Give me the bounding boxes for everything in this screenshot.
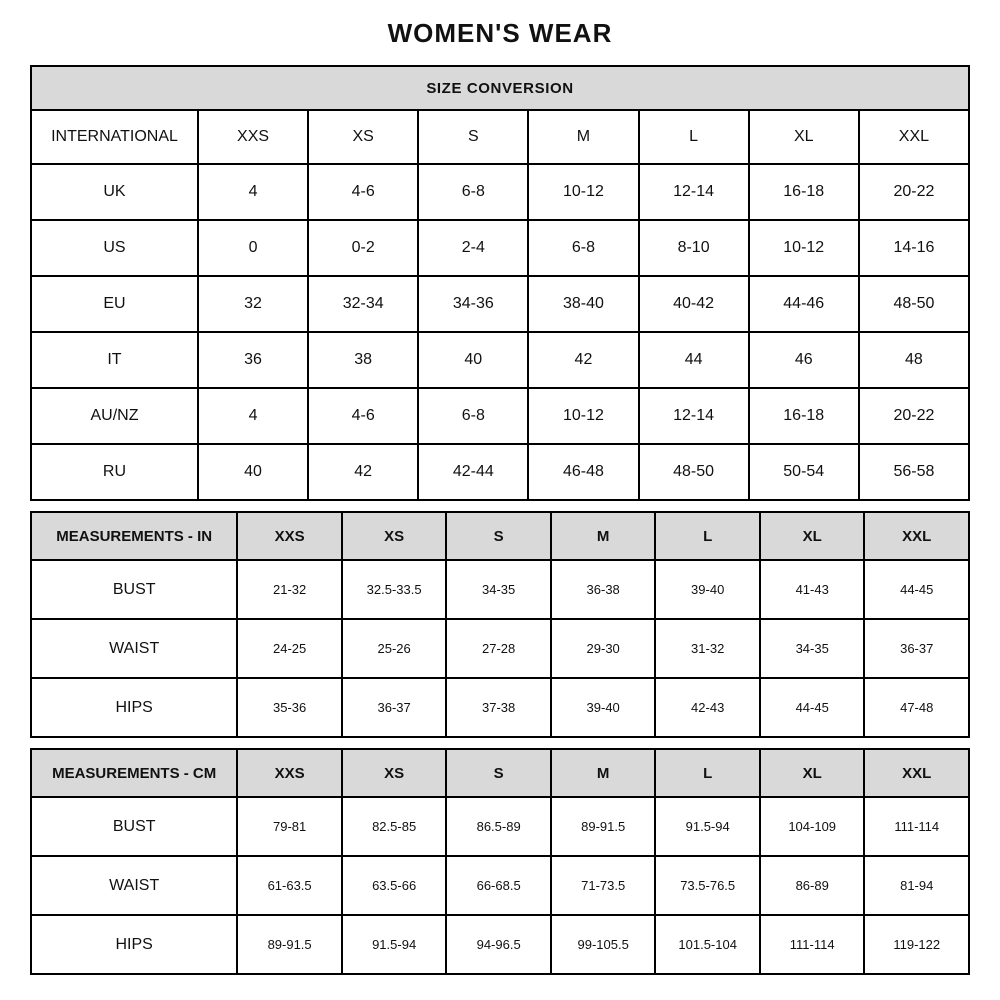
measurements-in-table (30, 511, 970, 738)
cell-value: 48 (859, 332, 969, 388)
measurements-in-header-xs: XS (342, 512, 447, 560)
size-conversion-header-xs: XS (308, 110, 418, 164)
cell-value: 0 (198, 220, 308, 276)
size-conversion-header-s: S (418, 110, 528, 164)
cell-value: 42 (528, 332, 638, 388)
cell-value: 46 (749, 332, 859, 388)
row-label: EU (31, 276, 198, 332)
measurements-in-header-row (31, 512, 969, 560)
measurements-cm-header-row (31, 749, 969, 797)
cell-value: 48-50 (639, 444, 749, 500)
measurements-cm-header-xxs: XXS (237, 749, 342, 797)
cell-value: 66-68.5 (446, 856, 551, 915)
cell-value: 41-43 (760, 560, 865, 619)
row-label: BUST (31, 560, 237, 619)
cell-value: 39-40 (551, 678, 656, 737)
row-label: RU (31, 444, 198, 500)
cell-value: 21-32 (237, 560, 342, 619)
cell-value: 40 (198, 444, 308, 500)
cell-value: 20-22 (859, 388, 969, 444)
row-label: UK (31, 164, 198, 220)
row-label: WAIST (31, 619, 237, 678)
cell-value: 14-16 (859, 220, 969, 276)
cell-value: 119-122 (864, 915, 969, 974)
cell-value: 10-12 (528, 164, 638, 220)
cell-value: 42 (308, 444, 418, 500)
cell-value: 86.5-89 (446, 797, 551, 856)
measurements-in-row-hips (31, 678, 969, 737)
size-conversion-row-us (31, 220, 969, 276)
size-conversion-table (30, 65, 970, 501)
page-title: WOMEN'S WEAR (387, 18, 613, 48)
measurements-cm-row-hips (31, 915, 969, 974)
size-conversion-row-ru (31, 444, 969, 500)
cell-value: 71-73.5 (551, 856, 656, 915)
cell-value: 50-54 (749, 444, 859, 500)
cell-value: 99-105.5 (551, 915, 656, 974)
cell-value: 44-45 (864, 560, 969, 619)
cell-value: 4-6 (308, 388, 418, 444)
row-label: IT (31, 332, 198, 388)
measurements-cm-header-xl: XL (760, 749, 865, 797)
size-conversion-header-xl: XL (749, 110, 859, 164)
size-conversion-header-xxl: XXL (859, 110, 969, 164)
cell-value: 86-89 (760, 856, 865, 915)
cell-value: 61-63.5 (237, 856, 342, 915)
row-label: HIPS (31, 678, 237, 737)
cell-value: 48-50 (859, 276, 969, 332)
cell-value: 36-37 (342, 678, 447, 737)
cell-value: 36-37 (864, 619, 969, 678)
cell-value: 32 (198, 276, 308, 332)
cell-value: 36-38 (551, 560, 656, 619)
cell-value: 81-94 (864, 856, 969, 915)
cell-value: 2-4 (418, 220, 528, 276)
measurements-in-header-xxl: XXL (864, 512, 969, 560)
measurements-cm-header-l: L (655, 749, 760, 797)
cell-value: 42-44 (418, 444, 528, 500)
row-label: US (31, 220, 198, 276)
measurements-cm-table (30, 748, 970, 975)
row-label: HIPS (31, 915, 237, 974)
cell-value: 35-36 (237, 678, 342, 737)
size-conversion-header-row (31, 110, 969, 164)
size-conversion-header-m: M (528, 110, 638, 164)
cell-value: 111-114 (864, 797, 969, 856)
measurements-cm-header-s: S (446, 749, 551, 797)
cell-value: 34-36 (418, 276, 528, 332)
cell-value: 94-96.5 (446, 915, 551, 974)
measurements-in-row-waist (31, 619, 969, 678)
cell-value: 29-30 (551, 619, 656, 678)
measurements-in-row-bust (31, 560, 969, 619)
measurements-cm-row-bust (31, 797, 969, 856)
cell-value: 44-45 (760, 678, 865, 737)
size-conversion-header-l: L (639, 110, 749, 164)
cell-value: 6-8 (528, 220, 638, 276)
cell-value: 4-6 (308, 164, 418, 220)
cell-value: 89-91.5 (551, 797, 656, 856)
cell-value: 40 (418, 332, 528, 388)
cell-value: 27-28 (446, 619, 551, 678)
measurements-in-header-m: M (551, 512, 656, 560)
measurements-cm-header-xxl: XXL (864, 749, 969, 797)
size-conversion-banner: SIZE CONVERSION (31, 66, 969, 110)
cell-value: 79-81 (237, 797, 342, 856)
cell-value: 42-43 (655, 678, 760, 737)
cell-value: 6-8 (418, 388, 528, 444)
cell-value: 39-40 (655, 560, 760, 619)
cell-value: 101.5-104 (655, 915, 760, 974)
cell-value: 111-114 (760, 915, 865, 974)
cell-value: 16-18 (749, 164, 859, 220)
cell-value: 36 (198, 332, 308, 388)
cell-value: 31-32 (655, 619, 760, 678)
cell-value: 24-25 (237, 619, 342, 678)
measurements-in-header-measurements-in: MEASUREMENTS - IN (31, 512, 237, 560)
cell-value: 20-22 (859, 164, 969, 220)
cell-value: 4 (198, 164, 308, 220)
cell-value: 12-14 (639, 388, 749, 444)
cell-value: 104-109 (760, 797, 865, 856)
cell-value: 12-14 (639, 164, 749, 220)
cell-value: 34-35 (760, 619, 865, 678)
size-conversion-row-au-nz (31, 388, 969, 444)
row-label: AU/NZ (31, 388, 198, 444)
cell-value: 25-26 (342, 619, 447, 678)
cell-value: 47-48 (864, 678, 969, 737)
size-conversion-header-xxs: XXS (198, 110, 308, 164)
size-conversion-header-international: INTERNATIONAL (31, 110, 198, 164)
cell-value: 89-91.5 (237, 915, 342, 974)
size-conversion-banner-row (31, 66, 969, 110)
size-conversion-row-uk (31, 164, 969, 220)
measurements-in-header-xl: XL (760, 512, 865, 560)
cell-value: 32.5-33.5 (342, 560, 447, 619)
size-conversion-row-it (31, 332, 969, 388)
measurements-in-header-xxs: XXS (237, 512, 342, 560)
cell-value: 38 (308, 332, 418, 388)
cell-value: 73.5-76.5 (655, 856, 760, 915)
cell-value: 44-46 (749, 276, 859, 332)
cell-value: 82.5-85 (342, 797, 447, 856)
cell-value: 44 (639, 332, 749, 388)
measurements-cm-header-measurements-cm: MEASUREMENTS - CM (31, 749, 237, 797)
cell-value: 6-8 (418, 164, 528, 220)
measurements-cm-row-waist (31, 856, 969, 915)
cell-value: 4 (198, 388, 308, 444)
cell-value: 56-58 (859, 444, 969, 500)
cell-value: 40-42 (639, 276, 749, 332)
cell-value: 10-12 (528, 388, 638, 444)
row-label: BUST (31, 797, 237, 856)
measurements-cm-header-m: M (551, 749, 656, 797)
cell-value: 0-2 (308, 220, 418, 276)
cell-value: 38-40 (528, 276, 638, 332)
cell-value: 46-48 (528, 444, 638, 500)
cell-value: 8-10 (639, 220, 749, 276)
cell-value: 32-34 (308, 276, 418, 332)
cell-value: 10-12 (749, 220, 859, 276)
measurements-in-header-s: S (446, 512, 551, 560)
cell-value: 91.5-94 (655, 797, 760, 856)
cell-value: 16-18 (749, 388, 859, 444)
cell-value: 63.5-66 (342, 856, 447, 915)
row-label: WAIST (31, 856, 237, 915)
measurements-in-header-l: L (655, 512, 760, 560)
size-conversion-row-eu (31, 276, 969, 332)
cell-value: 91.5-94 (342, 915, 447, 974)
measurements-cm-header-xs: XS (342, 749, 447, 797)
cell-value: 37-38 (446, 678, 551, 737)
cell-value: 34-35 (446, 560, 551, 619)
